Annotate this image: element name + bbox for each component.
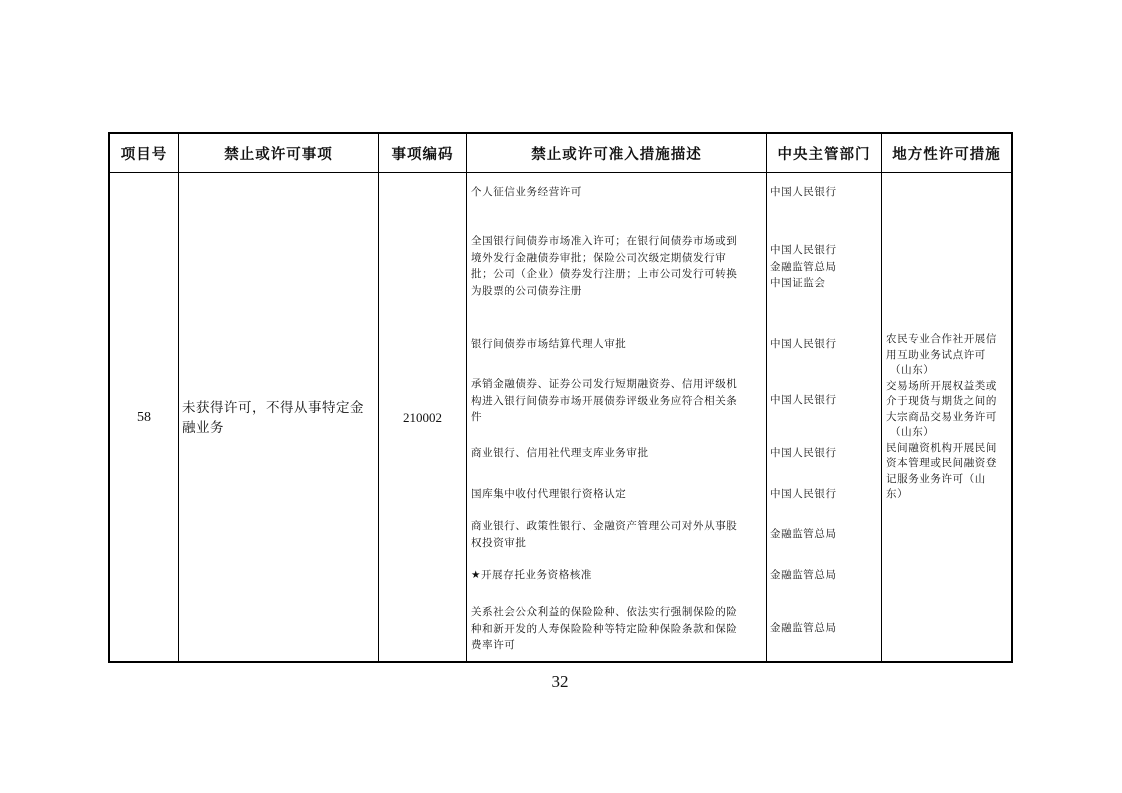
row-code: 210002 [403, 410, 442, 425]
header-description: 禁止或许可准入措施描述 [531, 146, 702, 163]
column-divider-1 [178, 132, 179, 663]
table-border-bottom [108, 661, 1013, 663]
measure-description: ★开展存托业务资格核准 [471, 569, 593, 581]
measure-department: 中国人民银行 金融监管总局 中国证监会 [770, 244, 837, 289]
measure-description: 关系社会公众利益的保险险种、依法实行强制保险的险 种和新开发的人寿保险险种等特定险种保险条款和保险 费率许可 [471, 606, 738, 651]
measure-description: 商业银行、信用社代理支库业务审批 [471, 447, 649, 459]
measure-department: 中国人民银行 [770, 488, 837, 500]
measure-department: 中国人民银行 [770, 186, 837, 198]
table-border-right [1011, 132, 1013, 663]
column-divider-5 [881, 132, 882, 663]
measure-department: 金融监管总局 [770, 528, 837, 540]
header-divider [108, 172, 1013, 173]
measure-description: 商业银行、政策性银行、金融资产管理公司对外从事股 权投资审批 [471, 520, 738, 549]
measure-description: 国库集中收付代理银行资格认定 [471, 488, 627, 500]
header-department: 中央主管部门 [777, 146, 871, 163]
measure-department: 金融监管总局 [770, 569, 837, 581]
header-item-number: 项目号 [120, 146, 168, 163]
local-measures: 农民专业合作社开展信 用互助业务试点许可 （山东） 交易场所开展权益类或 介于现货与期货之间的 大宗商品交易业务许可 （山东） 民间融资机构开展民间 资本管理或民间融资登 记服务业务许可（山 东） [886, 333, 997, 500]
column-divider-4 [766, 132, 767, 663]
measure-description: 全国银行间债券市场准入许可；在银行间债券市场或到 境外发行金融债券审批；保险公司次级定期债发行审 批；公司（企业）债券发行注册；上市公司发行可转换 为股票的公司债券注册 [471, 235, 738, 297]
measure-department: 中国人民银行 [770, 338, 837, 350]
table-border-left [108, 132, 110, 663]
measure-department: 金融监管总局 [770, 622, 837, 634]
header-item: 禁止或许可事项 [224, 146, 333, 163]
row-number: 58 [137, 410, 151, 425]
header-code: 事项编码 [391, 146, 454, 163]
measure-description: 银行间债券市场结算代理人审批 [471, 338, 627, 350]
page-number: 32 [551, 672, 569, 691]
measure-department: 中国人民银行 [770, 447, 837, 459]
measure-description: 承销金融债券、证券公司发行短期融资券、信用评级机 构进入银行间债券市场开展债券评级业务应符合相关条 件 [471, 378, 738, 423]
column-divider-2 [378, 132, 379, 663]
row-item: 未获得许可，不得从事特定金融业务 [182, 400, 364, 436]
measure-description: 个人征信业务经营许可 [471, 186, 582, 198]
measure-department: 中国人民银行 [770, 394, 837, 406]
header-local-measures: 地方性许可措施 [892, 146, 1001, 163]
column-divider-3 [466, 132, 467, 663]
